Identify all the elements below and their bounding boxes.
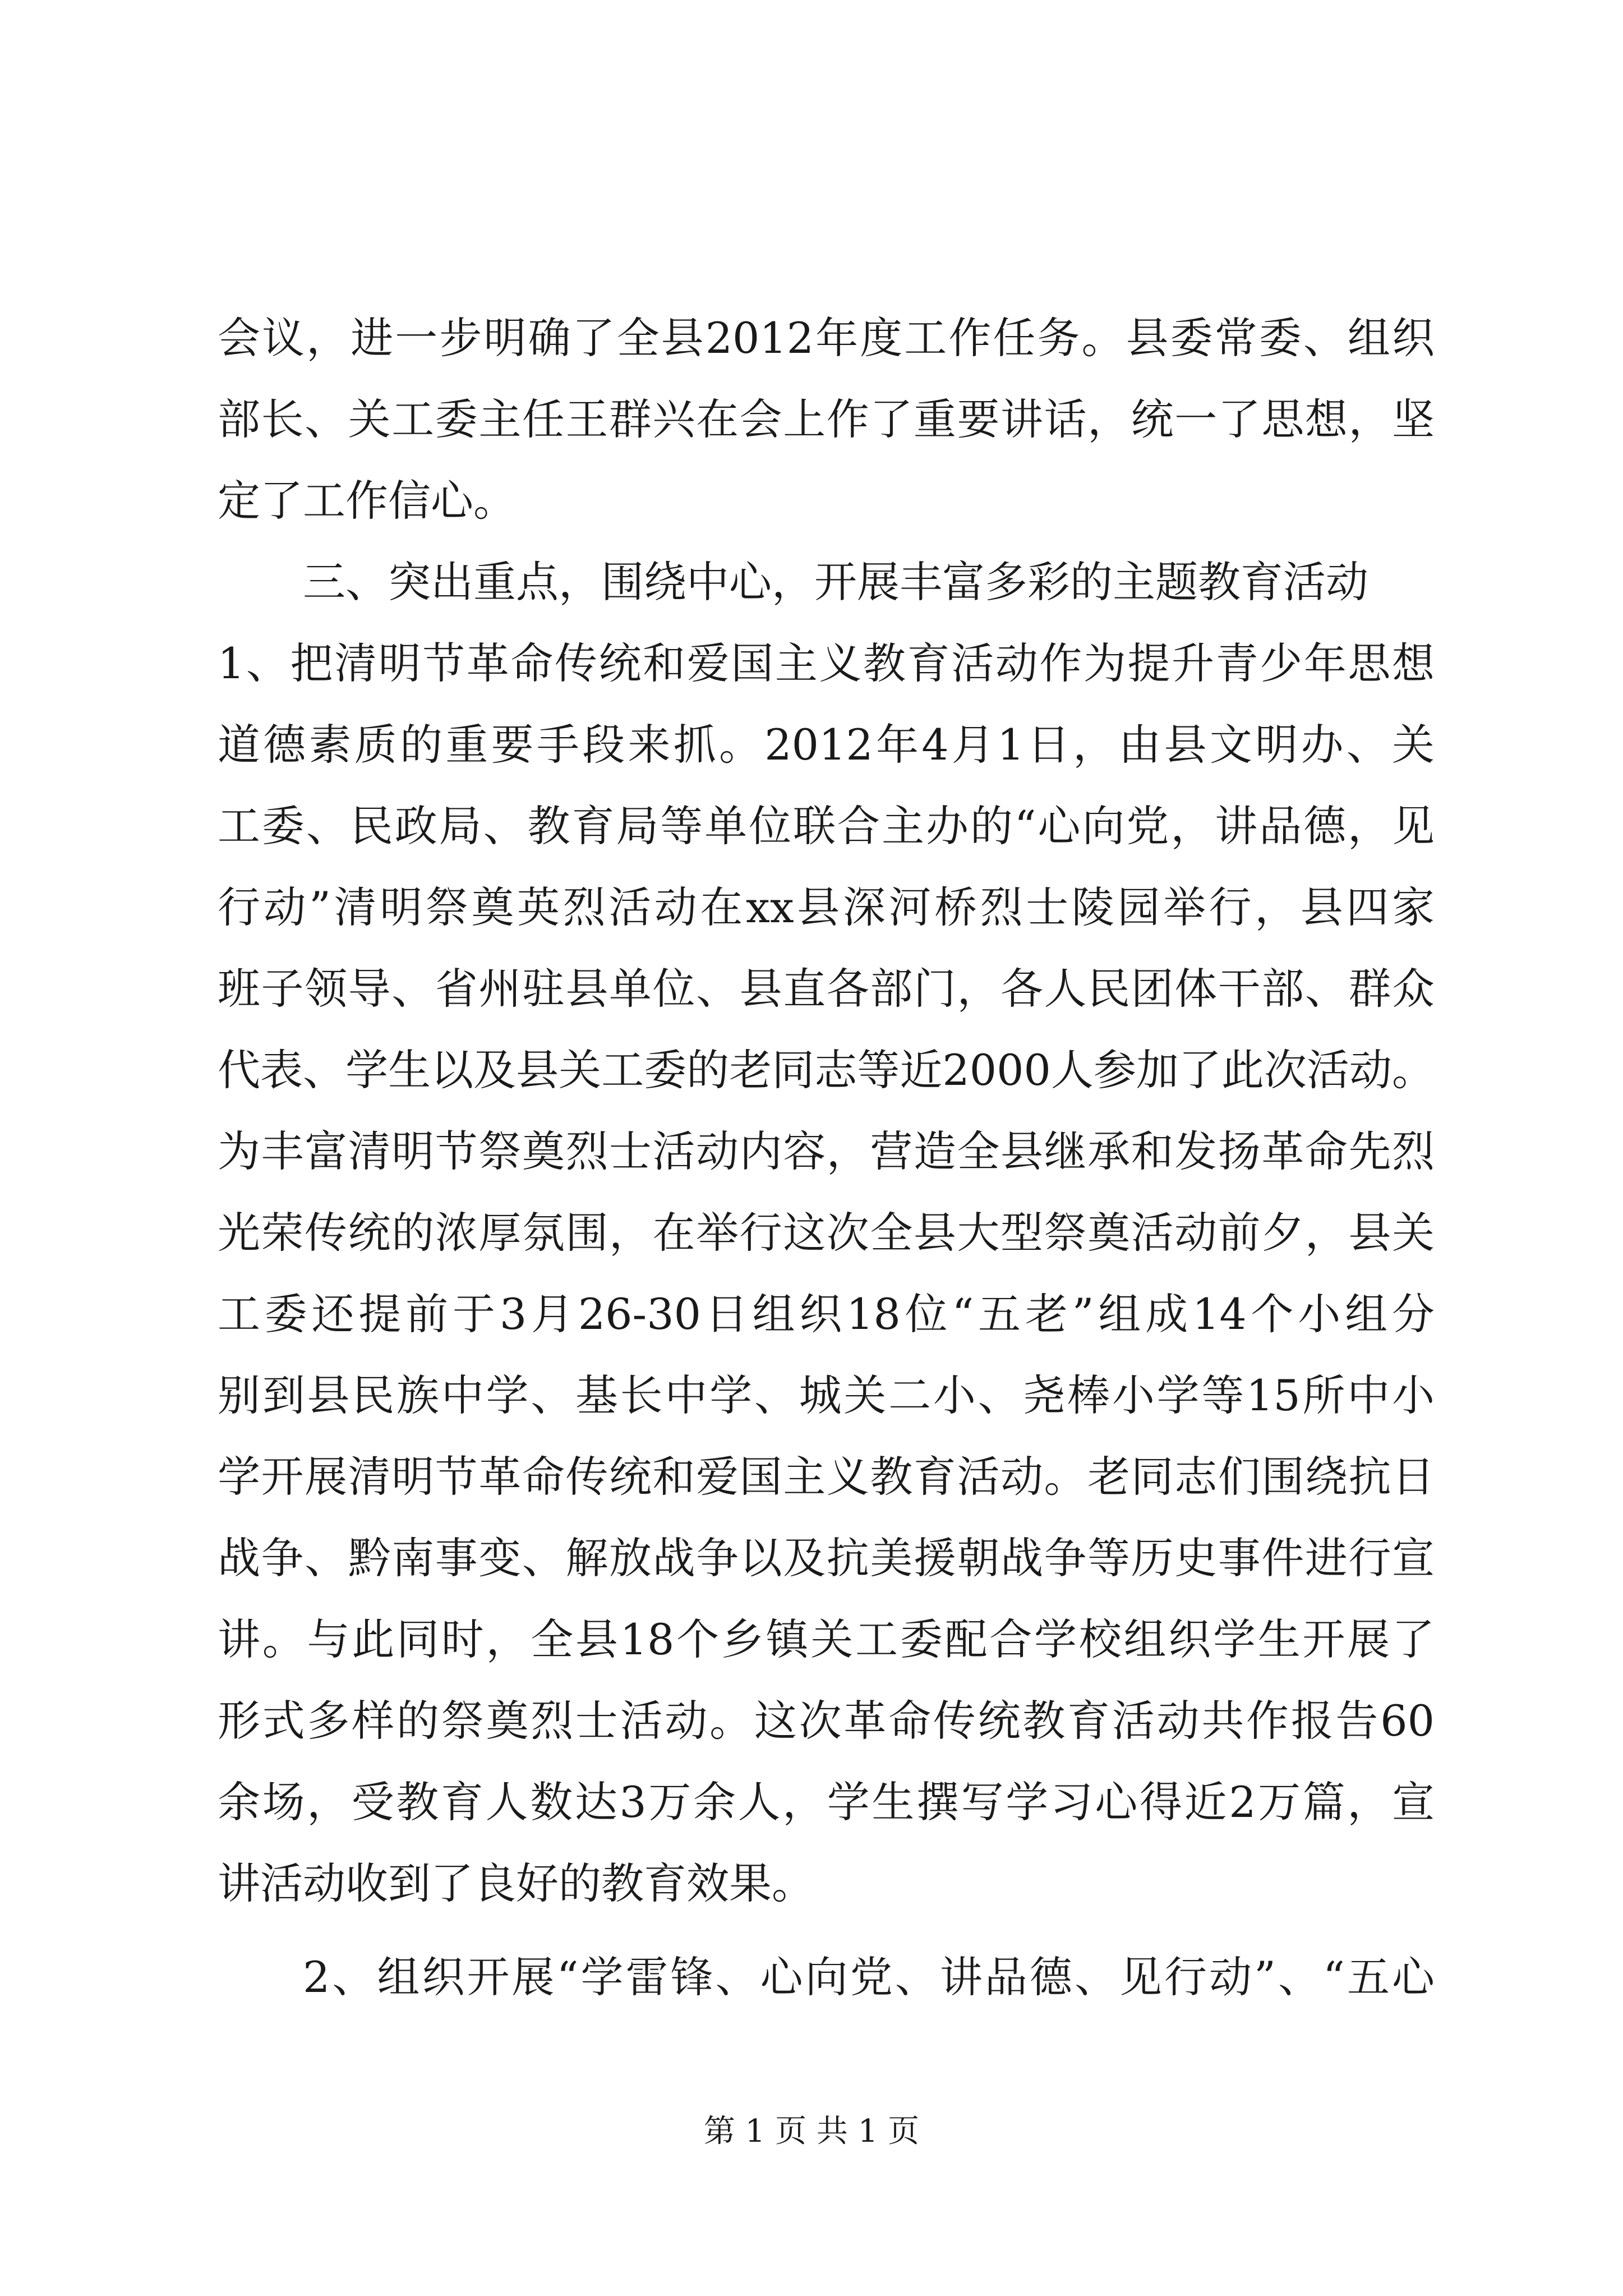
paragraph-line: 部长、关工委主任王群兴在会上作了重要讲话，统一了思想，坚 bbox=[218, 394, 1435, 444]
paragraph-line: 工委还提前于3月26-30日组织18位“五老”组成14个小组分 bbox=[218, 1289, 1435, 1339]
paragraph-line: 学开展清明节革命传统和爱国主义教育活动。老同志们围绕抗日 bbox=[218, 1452, 1435, 1502]
paragraph-line: 会议，进一步明确了全县2012年度工作任务。县委常委、组织 bbox=[218, 313, 1435, 363]
paragraph-line: 别到县民族中学、基长中学、城关二小、尧棒小学等15所中小 bbox=[218, 1370, 1435, 1420]
section-heading: 三、突出重点，围绕中心，开展丰富多彩的主题教育活动 bbox=[303, 557, 1368, 607]
paragraph-line: 光荣传统的浓厚氛围，在举行这次全县大型祭奠活动前夕，县关 bbox=[218, 1208, 1435, 1258]
paragraph-line: 2、组织开展“学雷锋、心向党、讲品德、见行动”、“五心 bbox=[303, 1952, 1435, 2002]
paragraph-line: 形式多样的祭奠烈士活动。这次革命传统教育活动共作报告60 bbox=[218, 1696, 1435, 1746]
paragraph-line: 讲。与此同时，全县18个乡镇关工委配合学校组织学生开展了 bbox=[218, 1614, 1435, 1664]
paragraph-line: 代表、学生以及县关工委的老同志等近2000人参加了此次活动。 bbox=[218, 1045, 1435, 1095]
paragraph-line: 余场，受教育人数达3万余人，学生撰写学习心得近2万篇，宣 bbox=[218, 1777, 1435, 1827]
paragraph-line: 战争、黔南事变、解放战争以及抗美援朝战争等历史事件进行宣 bbox=[218, 1533, 1435, 1583]
page-number-footer: 第 1 页 共 1 页 bbox=[703, 2113, 920, 2150]
paragraph-line: 讲活动收到了良好的教育效果。 bbox=[218, 1858, 814, 1908]
paragraph-line: 工委、民政局、教育局等单位联合主办的“心向党，讲品德，见 bbox=[218, 801, 1435, 851]
paragraph-line: 行动”清明祭奠英烈活动在xx县深河桥烈士陵园举行，县四家 bbox=[218, 882, 1435, 932]
paragraph-line: 定了工作信心。 bbox=[218, 476, 516, 526]
document-body bbox=[218, 297, 1435, 2018]
paragraph-line: 班子领导、省州驻县单位、县直各部门，各人民团体干部、群众 bbox=[218, 964, 1435, 1014]
paragraph-line: 为丰富清明节祭奠烈士活动内容，营造全县继承和发扬革命先烈 bbox=[218, 1126, 1435, 1176]
paragraph-line: 1、把清明节革命传统和爱国主义教育活动作为提升青少年思想 bbox=[218, 638, 1435, 688]
paragraph-line: 道德素质的重要手段来抓。2012年4月1日，由县文明办、关 bbox=[218, 720, 1435, 770]
